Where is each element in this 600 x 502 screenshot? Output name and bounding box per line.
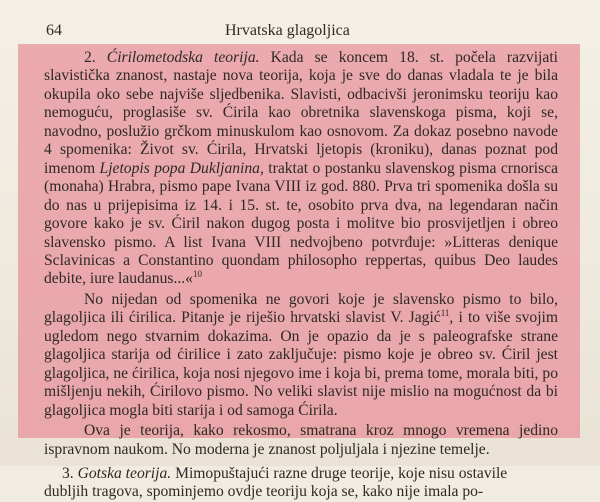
paragraph-text: No nijedan od spomenika ne govori koje je slavensko pismo to bilo, glagoljica ili ćirilica. Pitanje je riješio hrvatski slavist V. Jagić [44, 290, 558, 327]
paragraph-text: Ova je teorija, kako rekosmo, smatrana kroz mnogo vremena jedino ispravnom naukom. No moderna je znanost poljuljala i njezine temelje. [44, 422, 558, 458]
body-text [44, 49, 558, 502]
footnote-ref: 11 [440, 308, 450, 319]
text-line: dubljih tragova, spominjemo ovdje teoriju koja se, kako nije imala po- [44, 483, 484, 501]
running-title: Hrvatska glagoljica [225, 22, 350, 39]
paragraph-conclusion [44, 422, 558, 459]
page-number: 64 [46, 22, 62, 39]
section-heading: Ćirilometodska teorija. [106, 49, 260, 66]
paragraph-gotska-teorija [44, 465, 558, 502]
book-title: Ljetopis popa Dukljanina, [99, 159, 264, 177]
paragraph-jagic [44, 291, 558, 420]
text-line [44, 465, 558, 483]
paragraph-text: Kada se koncem 18. st. počela razvijati slavistička znanost, nastaje nova teorija, koja je sve do danas vladala te je bila okupila oko sebe najviše sljedbenika. Slavisti, odbacivši jeronimsku teoriju kao nemoguću, proglasiše sv. Ćirila kao obretnika slavenskoga pisma, koji se, navodno, poslužio grčkom minuskulom kao osnovom. Za dokaz posebno navode 4 spomenika: Život sv. Ćirila, Hrvatski ljetopis (kroniku), danas poznat pod imenom [44, 49, 558, 177]
footnote-ref: 10 [192, 269, 202, 280]
page-header [0, 22, 600, 42]
paragraph-text: traktat o postanku slavenskog pisma crnorisca (monaha) Hrabra, pismo pape Ivana VIII iz god. 880. Prva tri spomenika došla su do nas u prijepisima iz 14. i 15. st. te, osobito prva dva, na legendaran način govore kako je sv. Ćiril nakon dugog posta i molitve bio prosvijetljen i obreo slavensko pismo. A list Ivana VIII nedvojbeno potvrđuje: »Litteras denique Sclavinicas a Constantino quondam philosopho reppertas, quibus Deo laudes debite, iure laudanus...« [44, 159, 558, 288]
paragraph-text: Mimopuštajući razne druge teorije, koje nisu ostavile [175, 464, 508, 482]
section-heading: Gotska teorija. [77, 464, 172, 482]
section-number: 3. [62, 464, 74, 482]
section-number: 2. [84, 49, 96, 66]
paragraph-cirilometodska-teorija [44, 49, 558, 289]
paragraph-text: , i to više svojim ugledom nego stvarnim dokazima. On je opazio da je s paleografske strane glagoljica starija od ćirilice i zato zaključuje: pismo koje je obreo sv. Ćiril jest glagoljica, ne ćirilica, koja nosi njegovo ime i koja bi, prema tome, morala biti, po mišljenju nekih, Ćirilovo pismo. No veliki slavist nije mislio na mogućnost da bi glagoljica mogla biti starija i od samoga Ćirila. [44, 309, 558, 419]
